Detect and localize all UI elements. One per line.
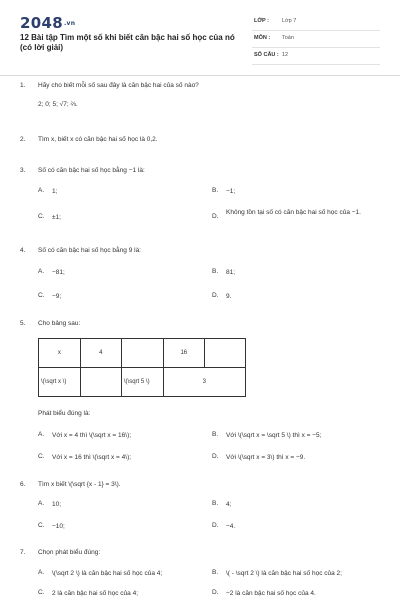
option-label: C. [38,453,45,460]
option-label: B. [212,500,219,507]
question-5-prompt: Phát biểu đúng là: [38,410,91,417]
question-text: Số có căn bậc hai số học bằng 9 là: [38,247,141,254]
meta-value: Lớp 7 [282,18,297,24]
option-text: Với \(\sqrt x = \sqrt 5 \) thì x = −5; [226,432,322,439]
option-text: 4; [226,501,232,508]
meta-row-count [252,48,380,65]
question-number: 6. [20,481,26,488]
table-cell: 4 [80,339,121,368]
option-label: D. [212,522,219,529]
option-label: B. [212,569,219,576]
option-label: C. [38,292,45,299]
question-number: 1. [20,82,26,89]
table-cell: 16 [163,339,204,368]
site-logo[interactable] [20,14,75,32]
option-text: −9; [52,293,62,300]
meta-box [252,14,380,65]
option-text: Với \(\sqrt x = 3\) thì x = −9. [226,454,306,461]
option-text: 9. [226,293,232,300]
option-label: A. [38,500,45,507]
meta-label: LỚP : [254,18,269,24]
table-cell: x [39,339,81,368]
option-label: C. [38,589,45,596]
table-row [39,368,246,397]
meta-value: Toán [282,35,294,41]
option-text: 81; [226,269,236,276]
option-label: D. [212,292,219,299]
option-text: 2 là căn bậc hai số học của 4; [52,590,139,597]
option-label: B. [212,187,219,194]
option-text: \(\sqrt 2 \) là căn bậc hai số học của 4; [52,570,163,577]
option-label: C. [38,213,45,220]
question-text: Hãy cho biết mỗi số sau đây là căn bậc hai của số nào? [38,82,199,89]
option-text: Với x = 16 thì \(\sqrt x = 4\); [52,454,132,461]
meta-label: MÔN : [254,35,271,41]
question-number: 3. [20,167,26,174]
option-text: 10; [52,501,62,508]
table-cell [80,368,121,397]
table-row [39,339,246,368]
page-header [0,0,400,72]
option-label: A. [38,569,45,576]
meta-value: 12 [282,52,289,58]
option-text: Với x = 4 thì \(\sqrt x = 16\); [52,432,132,439]
table-cell: \(\sqrt x \) [39,368,81,397]
question-number: 5. [20,320,26,327]
option-text: −1; [226,188,236,195]
question-number: 2. [20,136,26,143]
meta-label: SỐ CÂU : [254,52,279,58]
document-title: 12 Bài tập Tìm một số khi biết căn bậc hai số học của nó (có lời giải) [20,33,235,52]
header-divider [0,75,400,76]
option-label: D. [212,453,219,460]
table-cell: \(\sqrt 5 \) [121,368,163,397]
option-label: D. [212,589,219,596]
option-text: \( - \sqrt 2 \) là căn bậc hai số học của 2; [226,570,342,577]
table-cell [204,339,245,368]
question-text: Chọn phát biểu đúng: [38,549,101,556]
meta-row-class [252,14,380,31]
option-label: B. [212,431,219,438]
option-label: A. [38,431,45,438]
option-text: ±1; [52,214,61,221]
question-number: 4. [20,247,26,254]
option-label: A. [38,187,45,194]
meta-row-subject [252,31,380,48]
table-cell [121,339,163,368]
question-text: Tìm x, biết x có căn bậc hai số học là 0,2. [38,136,158,143]
option-text: Không tồn tại số có căn bậc hai số học của −1. [226,209,361,216]
option-text: −2 là căn bậc hai số học của 4. [226,590,316,597]
option-label: D. [212,213,219,220]
option-text: −4. [226,523,236,530]
option-label: A. [38,268,45,275]
option-text: 1; [52,188,58,195]
logo-text: 2048 [20,14,63,32]
question-number: 7. [20,549,26,556]
option-text: −10; [52,523,65,530]
option-label: C. [38,522,45,529]
question-text: Tìm x biết \(\sqrt {x - 1} = 3\). [38,481,121,488]
logo-domain: .vn [63,20,76,27]
option-label: B. [212,268,219,275]
option-text: −81; [52,269,65,276]
question-text: Số có căn bậc hai số học bằng −1 là: [38,167,145,174]
value-table [38,338,246,397]
table-cell: 3 [163,368,245,397]
question-1-values: 2; 0; 5; √7; ⅔. [38,101,78,108]
question-text: Cho bảng sau: [38,320,81,327]
